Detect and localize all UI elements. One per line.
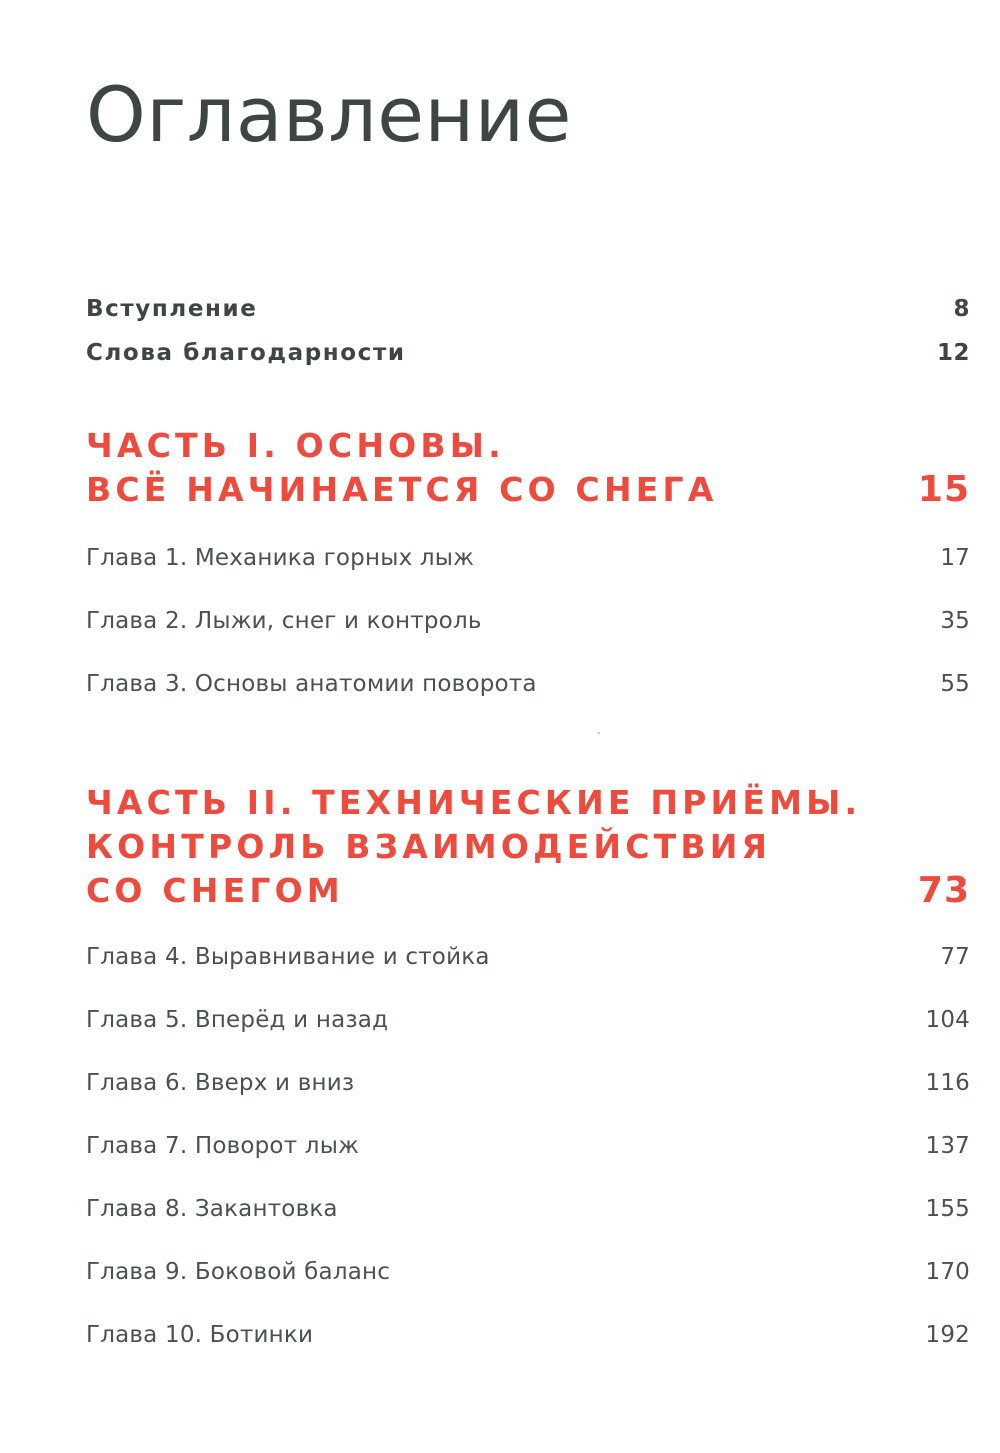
part-title-line: СО СНЕГОМ	[86, 871, 344, 910]
toc-chapter-3[interactable]	[86, 669, 970, 699]
toc-entry-page: 8	[953, 296, 970, 322]
toc-entry-acknowledgements[interactable]	[86, 338, 970, 368]
part-page-number: 15	[917, 469, 970, 510]
chapter-page: 17	[940, 545, 970, 571]
toc-entry-label: Слова благодарности	[86, 340, 406, 366]
toc-part-2-heading[interactable]	[86, 781, 970, 913]
page-title: Оглавление	[86, 70, 572, 159]
chapter-page: 192	[925, 1322, 970, 1348]
toc-chapter-5[interactable]	[86, 1005, 970, 1035]
chapter-page: 116	[925, 1070, 970, 1096]
chapter-page: 55	[940, 671, 970, 697]
part-title-line: КОНТРОЛЬ ВЗАИМОДЕЙСТВИЯ	[86, 827, 772, 866]
part-page-number: 73	[917, 870, 970, 911]
part-title-line: ВСЁ НАЧИНАЕТСЯ СО СНЕГА	[86, 470, 718, 509]
chapter-label: Глава 3. Основы анатомии поворота	[86, 671, 537, 697]
chapter-label: Глава 5. Вперёд и назад	[86, 1007, 389, 1033]
toc-chapter-9[interactable]	[86, 1257, 970, 1287]
toc-chapter-1[interactable]	[86, 543, 970, 573]
chapter-label: Глава 4. Выравнивание и стойка	[86, 944, 490, 970]
toc-chapter-8[interactable]	[86, 1194, 970, 1224]
chapter-label: Глава 8. Закантовка	[86, 1196, 338, 1222]
chapter-page: 104	[925, 1007, 970, 1033]
toc-chapter-6[interactable]	[86, 1068, 970, 1098]
part-title-line: ЧАСТЬ I. ОСНОВЫ.	[86, 426, 505, 465]
chapter-label: Глава 7. Поворот лыж	[86, 1133, 359, 1159]
toc-entry-label: Вступление	[86, 296, 258, 322]
toc-chapter-7[interactable]	[86, 1131, 970, 1161]
chapter-page: 170	[925, 1259, 970, 1285]
speck-mark	[598, 732, 600, 734]
chapter-page: 155	[925, 1196, 970, 1222]
toc-chapter-2[interactable]	[86, 606, 970, 636]
toc-entry-introduction[interactable]	[86, 294, 970, 324]
chapter-label: Глава 10. Ботинки	[86, 1322, 314, 1348]
part-title-line: ЧАСТЬ II. ТЕХНИЧЕСКИЕ ПРИЁМЫ.	[86, 783, 862, 822]
chapter-label: Глава 1. Механика горных лыж	[86, 545, 475, 571]
chapter-page: 77	[940, 944, 970, 970]
toc-entry-page: 12	[936, 340, 970, 366]
chapter-label: Глава 2. Лыжи, снег и контроль	[86, 608, 482, 634]
toc-chapter-10[interactable]	[86, 1320, 970, 1350]
toc-chapter-4[interactable]	[86, 942, 970, 972]
chapter-label: Глава 6. Вверх и вниз	[86, 1070, 355, 1096]
chapter-page: 137	[925, 1133, 970, 1159]
chapter-label: Глава 9. Боковой баланс	[86, 1259, 391, 1285]
chapter-page: 35	[940, 608, 970, 634]
toc-part-1-heading[interactable]	[86, 424, 970, 512]
